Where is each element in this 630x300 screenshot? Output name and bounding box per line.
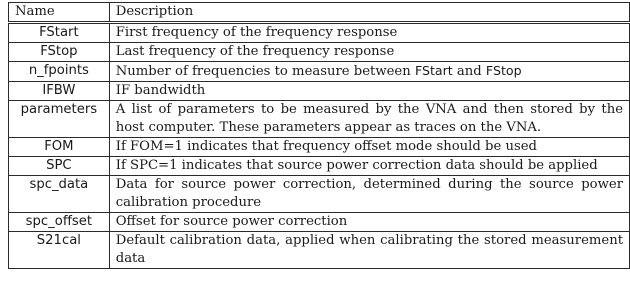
param-description: Last frequency of the frequency response (109, 43, 629, 62)
description-text: Number of frequencies to measure between (115, 64, 415, 79)
param-name: parameters (9, 101, 110, 138)
description-text: and (452, 64, 486, 79)
param-description: IF bandwidth (109, 82, 629, 101)
param-name: FStop (9, 43, 110, 62)
table-row (9, 62, 630, 82)
table-row (9, 232, 630, 269)
param-description: Data for source power correction, determined during the source power calibration procedure (109, 176, 629, 213)
table-row (9, 157, 630, 176)
table-row (9, 101, 630, 138)
table-row (9, 138, 630, 157)
param-reference-fstop: FStop (485, 63, 522, 78)
table-row (9, 82, 630, 101)
param-reference-fstart: FStart (414, 63, 453, 78)
parameter-table (8, 2, 630, 269)
param-name: FOM (9, 138, 110, 157)
param-description: First frequency of the frequency response (109, 23, 629, 43)
param-name: spc_data (9, 176, 110, 213)
param-name: SPC (9, 157, 110, 176)
param-description: Offset for source power correction (109, 213, 629, 232)
table-row (9, 43, 630, 62)
param-description: If SPC=1 indicates that source power correction data should be applied (109, 157, 629, 176)
table-row (9, 176, 630, 213)
table-header-row (9, 3, 630, 23)
param-name: FStart (9, 23, 110, 43)
param-name: spc_offset (9, 213, 110, 232)
param-description: If FOM=1 indicates that frequency offset mode should be used (109, 138, 629, 157)
param-description: A list of parameters to be measured by the VNA and then stored by the host computer. These parameters appear as traces on the VNA. (109, 101, 629, 138)
param-name: IFBW (9, 82, 110, 101)
table-row (9, 23, 630, 43)
header-description: Description (109, 3, 629, 23)
param-description: Default calibration data, applied when calibrating the stored measurement data (109, 232, 629, 269)
param-name: S21cal (9, 232, 110, 269)
param-description (109, 62, 629, 82)
table-row (9, 213, 630, 232)
header-name: Name (9, 3, 110, 23)
param-name: n_fpoints (9, 62, 110, 82)
